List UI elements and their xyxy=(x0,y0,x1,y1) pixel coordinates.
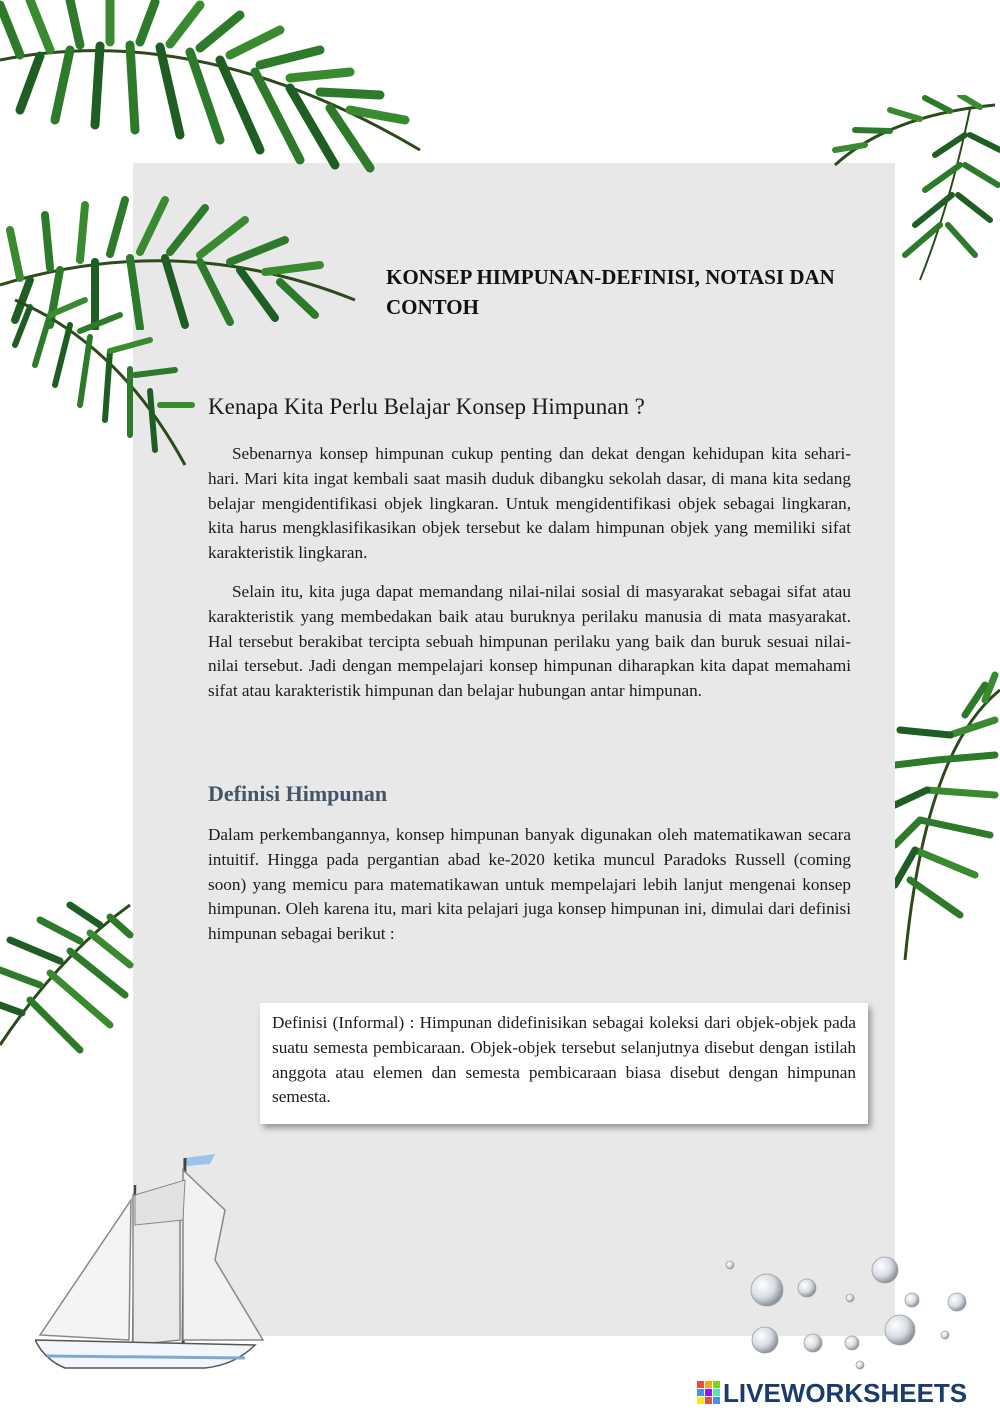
sailboat-icon xyxy=(35,1150,265,1375)
section-heading-why: Kenapa Kita Perlu Belajar Konsep Himpunan ? xyxy=(208,394,645,419)
logo-text: LIVEWORKSHEETS xyxy=(723,1377,968,1408)
paragraph-2: Selain itu, kita juga dapat memandang nilai-nilai sosial di masyarakat sebagai sifat atau karakteristik yang membedakan baik atau buruknya perilaku manusia di mata masyarakat. Hal tersebut berakibat tercipta sebuah himpunan perilaku yang baik dan buruk sesuai nilai-nilai tersebut. Jadi dengan mempelajari konsep himpunan diharapkan kita dapat memahami sifat atau karakteristik himpunan dan belajar hubungan antar himpunan. xyxy=(208,582,851,701)
liveworksheets-logo-icon xyxy=(697,1381,721,1405)
page-title: KONSEP HIMPUNAN-DEFINISI, NOTASI DAN CONTOH xyxy=(386,265,835,319)
paragraph-1: Sebenarnya konsep himpunan cukup penting dan dekat dengan kehidupan kita sehari-hari. Mari kita ingat kembali saat masih duduk dibangku sekolah dasar, di mana kita sedang belajar mengidentifikasi objek lingkaran. Untuk mengidentifikasi objek sebagai lingkaran, kita harus mengklasifikasikan objek tersebut ke dalam himpunan objek yang memiliki sifat karakteristik lingkaran. xyxy=(208,444,851,563)
section-heading-definition: Definisi Himpunan xyxy=(208,781,388,806)
palm-leaf-icon xyxy=(0,895,135,1055)
palm-leaf-icon xyxy=(10,295,200,475)
palm-leaf-icon xyxy=(0,0,440,180)
palm-leaf-icon xyxy=(895,670,1000,970)
water-drops-icon xyxy=(720,1250,980,1370)
definition-text: Definisi (Informal) : Himpunan didefinisikan sebagai koleksi dari objek-objek pada suatu semesta pembicaraan. Objek-objek tersebut selanjutnya disebut dengan istilah anggota atau elemen dan semesta pembicaraan biasa disebut dengan himpunan semesta. xyxy=(272,1013,856,1107)
liveworksheets-logo[interactable] xyxy=(697,1376,967,1410)
paragraph-3: Dalam perkembangannya, konsep himpunan banyak digunakan oleh matematikawan secara intuitif. Hingga pada pergantian abad ke-2020 ketika muncul Paradoks Russell (coming soon) yang memicu para matematikawan untuk mempelajari lebih lanjut mengenai konsep himpunan. Oleh karena itu, mari kita pelajari juga konsep himpunan ini, dimulai dari definisi himpunan sebagai berikut : xyxy=(208,825,851,944)
palm-leaf-icon xyxy=(830,95,1000,285)
definition-box xyxy=(260,1003,868,1124)
